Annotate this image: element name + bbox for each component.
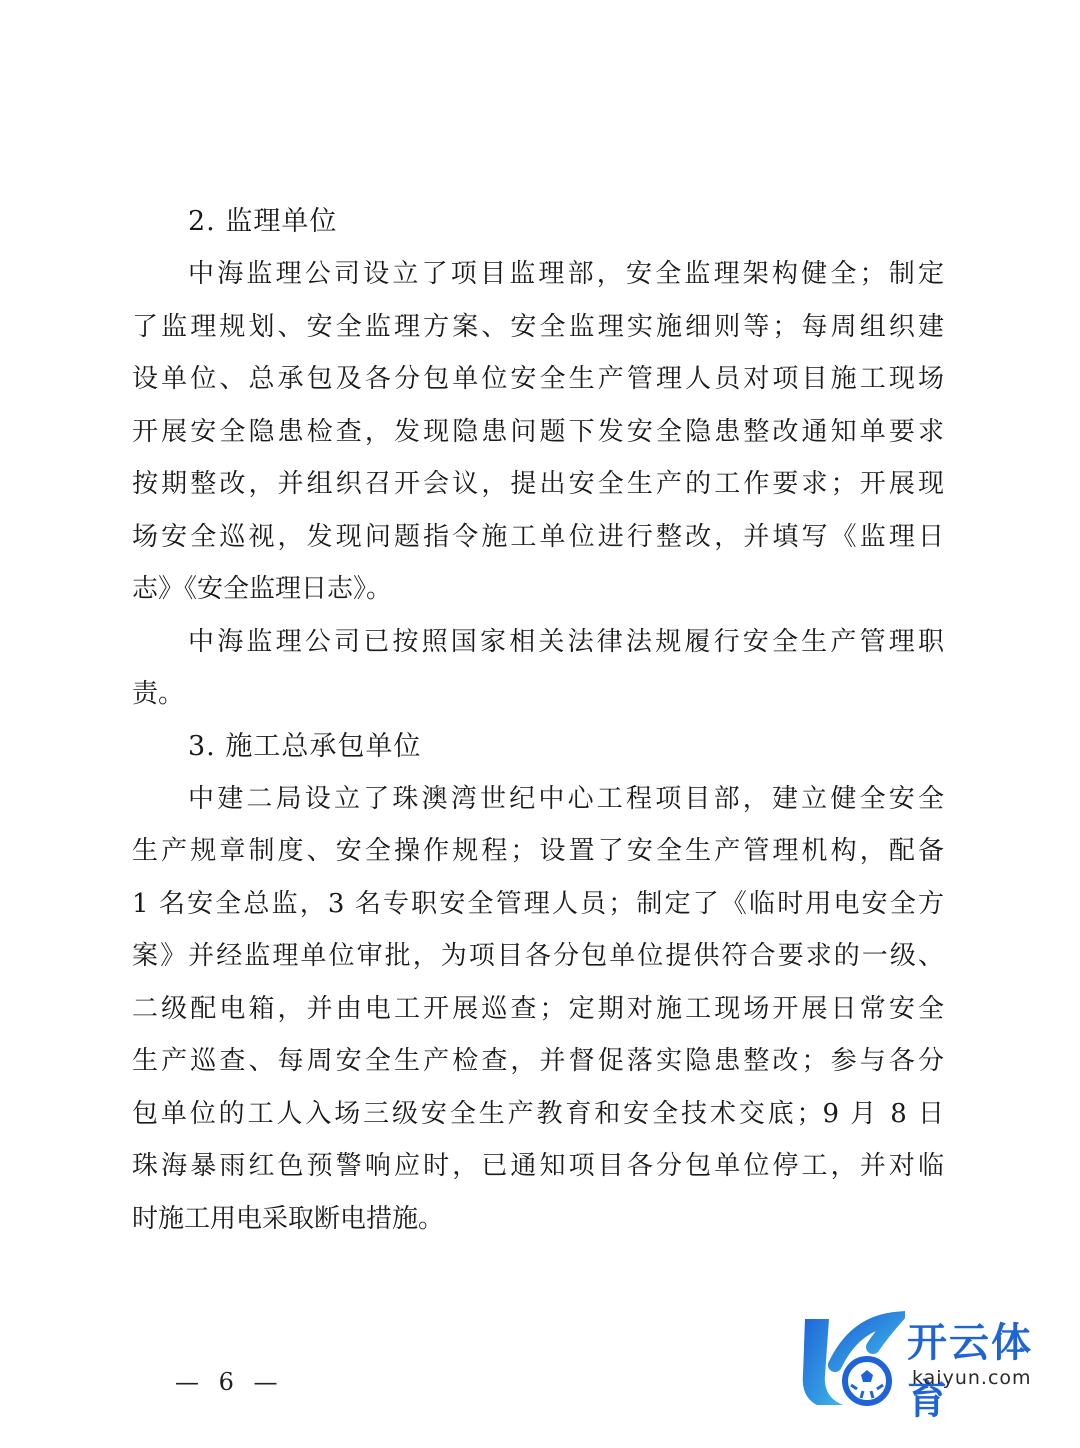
paragraph (132, 773, 944, 1246)
paragraph (132, 248, 944, 616)
paragraph-line: 按期整改，并组织召开会议，提出安全生产的工作要求；开展现 (132, 469, 944, 499)
document-body (132, 196, 944, 1245)
paragraph-line: 二级配电箱，并由电工开展巡查；定期对施工现场开展日常安全 (132, 993, 944, 1024)
section-heading-general-contractor: 3. 施工总承包单位 (188, 730, 422, 762)
paragraph (132, 616, 944, 721)
watermark-brand: 开云体育 (907, 1320, 1033, 1423)
paragraph-line: 中建二局设立了珠澳湾世纪中心工程项目部，建立健全安全 (188, 783, 944, 814)
page-number: — 6 — (175, 1368, 284, 1396)
paragraph-line: 珠海暴雨红色预警响应时，已通知项目各分包单位停工，并对临 (132, 1151, 944, 1181)
paragraph-line: 包单位的工人入场三级安全生产教育和安全技术交底；9 月 8 日 (132, 1098, 944, 1129)
paragraph-line: 生产巡查、每周安全生产检查，并督促落实隐患整改；参与各分 (132, 1046, 944, 1076)
paragraph-line: 1 名安全总监，3 名专职安全管理人员；制定了《临时用电安全方 (132, 888, 944, 919)
paragraph-line: 志》《安全监理日志》。 (132, 574, 393, 604)
watermark-url: kaiyun.com (912, 1367, 1032, 1389)
watermark (795, 1305, 1065, 1423)
paragraph-line: 了监理规划、安全监理方案、安全监理实施细则等；每周组织建 (132, 311, 944, 342)
paragraph-line: 设单位、总承包及各分包单位安全生产管理人员对项目施工现场 (132, 364, 944, 394)
paragraph-line: 中海监理公司已按照国家相关法律法规履行安全生产管理职 (188, 626, 944, 657)
paragraph-line: 时施工用电采取断电措施。 (132, 1203, 445, 1234)
paragraph-line: 案》并经监理单位审批，为项目各分包单位提供符合要求的一级、 (132, 941, 944, 971)
paragraph-line: 中海监理公司设立了项目监理部，安全监理架构健全；制定 (188, 259, 944, 289)
watermark-logo-icon (795, 1305, 905, 1415)
paragraph-line: 责。 (132, 679, 185, 709)
paragraph-line: 场安全巡视，发现问题指令施工单位进行整改，并填写《监理日 (132, 521, 944, 552)
paragraph-line: 生产规章制度、安全操作规程；设置了安全生产管理机构，配备 (132, 836, 944, 866)
section-heading-supervision: 2. 监理单位 (188, 206, 338, 237)
paragraph-line: 开展安全隐患检查，发现隐患问题下发安全隐患整改通知单要求 (132, 416, 944, 447)
